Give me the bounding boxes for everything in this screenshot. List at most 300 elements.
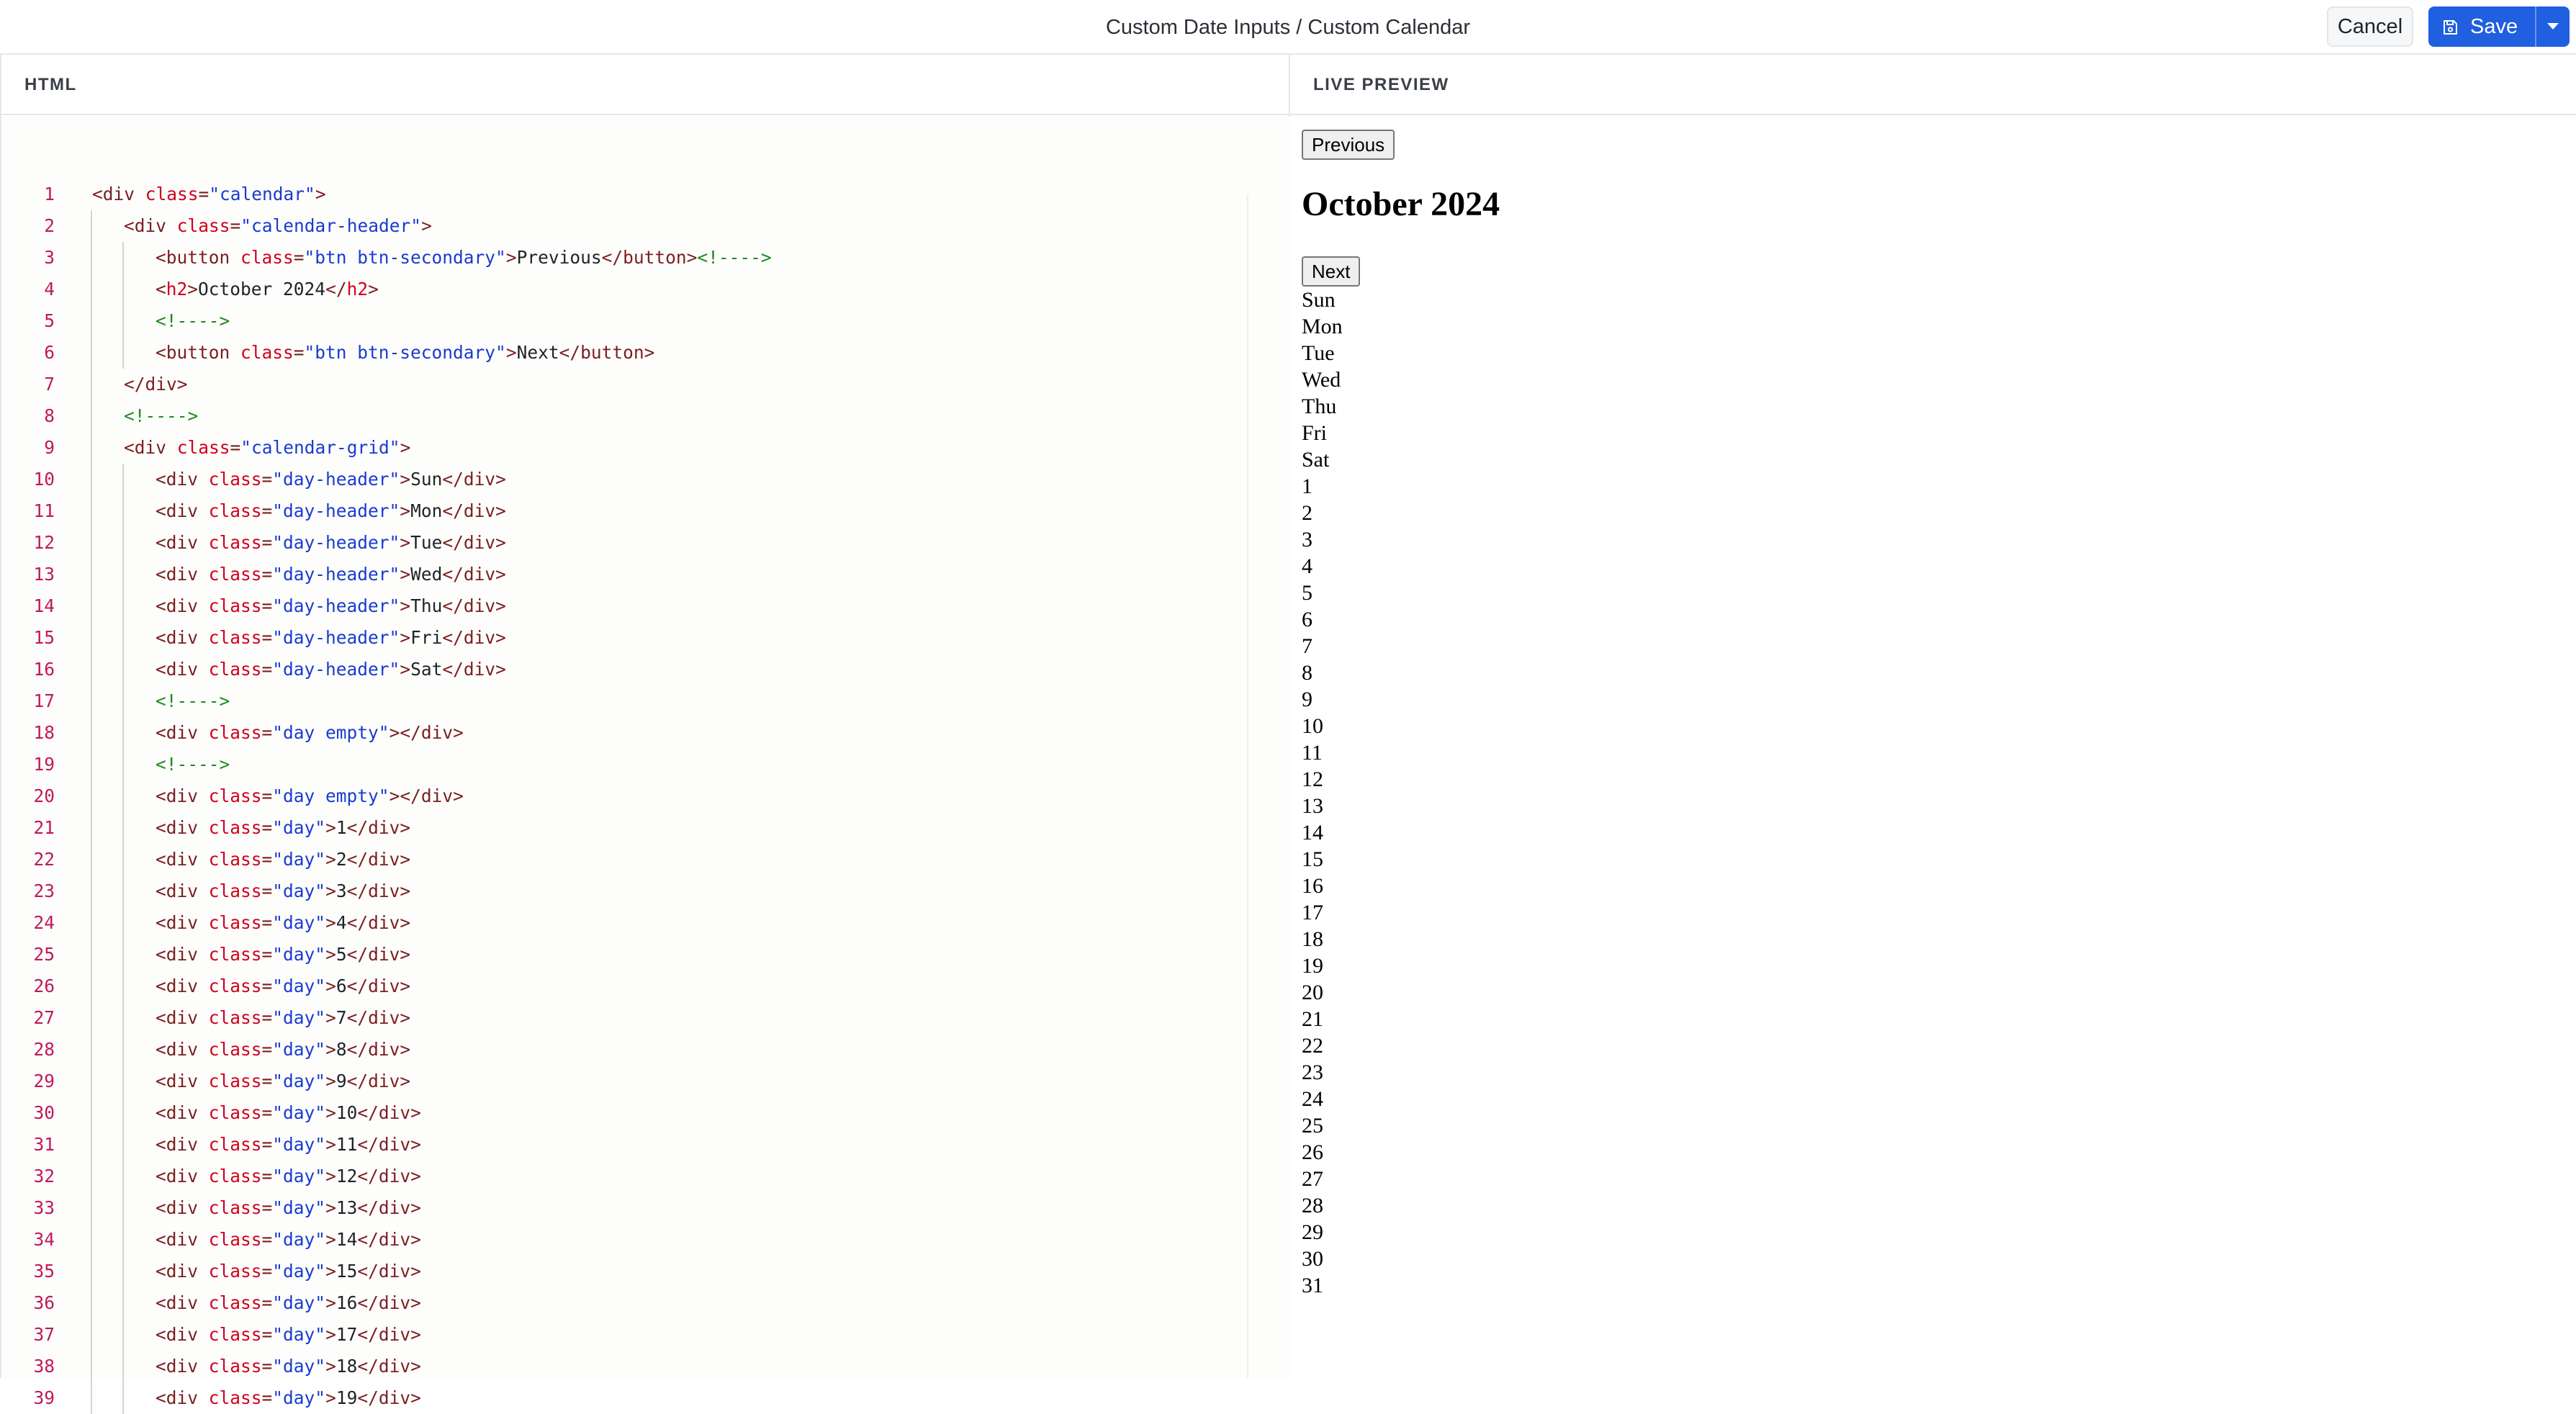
code-token: = bbox=[198, 184, 210, 204]
code-line[interactable] bbox=[1, 1097, 1240, 1129]
code-token: <div bbox=[156, 627, 209, 648]
code-token: "day-header" bbox=[272, 500, 400, 521]
day-cell[interactable]: 21 bbox=[1302, 1007, 1323, 1031]
code-text bbox=[156, 1002, 410, 1034]
day-cell[interactable]: 7 bbox=[1302, 634, 1312, 658]
line-number: 26 bbox=[33, 976, 55, 996]
line-number: 4 bbox=[44, 279, 55, 300]
code-token: <!----> bbox=[156, 754, 230, 775]
code-line[interactable] bbox=[1, 654, 1240, 685]
code-token: = bbox=[261, 1197, 273, 1218]
code-line[interactable] bbox=[1, 559, 1240, 590]
code-token: class bbox=[208, 785, 262, 806]
code-token: <div bbox=[92, 184, 145, 204]
code-token: class bbox=[208, 627, 262, 648]
code-token: class bbox=[208, 1007, 262, 1028]
code-token: "day-header" bbox=[272, 627, 400, 648]
code-token: > bbox=[400, 564, 411, 585]
code-token: "day empty" bbox=[272, 785, 389, 806]
day-header: Sat bbox=[1302, 448, 1330, 472]
code-token: "day-header" bbox=[272, 659, 400, 680]
line-number: 10 bbox=[33, 469, 55, 490]
code-token: <div bbox=[156, 500, 209, 521]
code-text bbox=[156, 654, 506, 685]
code-token: class bbox=[208, 1292, 262, 1313]
code-token: <div bbox=[156, 722, 209, 743]
day-cell[interactable]: 6 bbox=[1302, 608, 1312, 631]
code-token: </div> bbox=[442, 564, 506, 585]
code-token: > bbox=[325, 1292, 336, 1313]
line-number: 38 bbox=[33, 1356, 55, 1377]
code-token: October 2024 bbox=[198, 279, 326, 300]
code-token: <!----> bbox=[156, 690, 230, 711]
code-line[interactable] bbox=[1, 717, 1240, 749]
code-token: class bbox=[208, 1166, 262, 1186]
day-cell[interactable]: 11 bbox=[1302, 741, 1323, 765]
day-header: Thu bbox=[1302, 395, 1337, 418]
code-line[interactable] bbox=[1, 210, 1240, 242]
line-number: 22 bbox=[33, 849, 55, 870]
cancel-button[interactable]: Cancel bbox=[2327, 6, 2413, 47]
html-pane-header bbox=[1, 55, 1289, 115]
code-token: class bbox=[208, 912, 262, 933]
code-token: = bbox=[261, 595, 273, 616]
code-token: > bbox=[325, 881, 336, 901]
day-cell[interactable]: 23 bbox=[1302, 1060, 1323, 1084]
line-number: 23 bbox=[33, 881, 55, 901]
code-token: > bbox=[325, 1007, 336, 1028]
code-token: class bbox=[208, 1387, 262, 1408]
code-text bbox=[156, 1066, 410, 1097]
code-token: class bbox=[208, 532, 262, 553]
editor-scroll-track bbox=[1247, 194, 1248, 1378]
code-token: = bbox=[261, 1261, 273, 1282]
code-token: <div bbox=[156, 881, 209, 901]
code-token: </button> bbox=[601, 247, 698, 268]
code-text bbox=[156, 1034, 410, 1066]
code-token: "calendar" bbox=[209, 184, 315, 204]
code-token: 18 bbox=[335, 1356, 358, 1377]
code-token: </div> bbox=[442, 500, 506, 521]
code-text bbox=[156, 844, 410, 875]
code-text bbox=[124, 432, 410, 464]
code-line[interactable] bbox=[1, 1192, 1240, 1224]
code-text bbox=[156, 242, 772, 274]
code-token: "day-header" bbox=[272, 469, 400, 490]
code-token: <div bbox=[156, 1007, 209, 1028]
code-token: "calendar-header" bbox=[240, 215, 422, 236]
next-button[interactable]: Next bbox=[1302, 256, 1360, 287]
code-token: </div> bbox=[357, 1102, 421, 1123]
code-token: <div bbox=[156, 1197, 209, 1218]
code-line[interactable] bbox=[1, 432, 1240, 464]
code-token: <div bbox=[156, 976, 209, 996]
code-token: > bbox=[325, 944, 336, 965]
code-token: <div bbox=[156, 659, 209, 680]
code-token: </div> bbox=[442, 627, 506, 648]
code-line[interactable] bbox=[1, 780, 1240, 812]
day-cell[interactable]: 22 bbox=[1302, 1034, 1323, 1058]
code-token: = bbox=[261, 1071, 273, 1091]
code-token: 1 bbox=[335, 817, 347, 838]
code-token: <div bbox=[156, 595, 209, 616]
line-number: 12 bbox=[33, 532, 55, 553]
code-line[interactable] bbox=[1, 242, 1240, 274]
code-token: > bbox=[400, 469, 411, 490]
code-token: </div> bbox=[357, 1292, 421, 1313]
code-token: 13 bbox=[335, 1197, 358, 1218]
code-token: class bbox=[208, 722, 262, 743]
code-token: Sun bbox=[410, 469, 443, 490]
code-token: <div bbox=[156, 1071, 209, 1091]
code-line[interactable] bbox=[1, 1129, 1240, 1161]
code-token: "btn btn-secondary" bbox=[304, 247, 506, 268]
preview-pane-header bbox=[1290, 55, 2576, 115]
top-bar bbox=[0, 0, 2576, 55]
code-token: class bbox=[208, 1102, 262, 1123]
code-line[interactable] bbox=[1, 1066, 1240, 1097]
code-token: </div> bbox=[357, 1261, 421, 1282]
code-text bbox=[124, 400, 198, 432]
line-number: 1 bbox=[44, 184, 55, 204]
code-line[interactable] bbox=[1, 844, 1240, 875]
indent-guide bbox=[91, 210, 92, 1414]
code-line[interactable] bbox=[1, 907, 1240, 939]
code-token: > bbox=[187, 279, 199, 300]
code-token: <div bbox=[156, 1387, 209, 1408]
code-token: > bbox=[400, 500, 411, 521]
code-token: 14 bbox=[335, 1229, 358, 1250]
code-token: 15 bbox=[335, 1261, 358, 1282]
code-token: 4 bbox=[335, 912, 347, 933]
code-token: = bbox=[261, 1387, 273, 1408]
save-menu-toggle[interactable] bbox=[2536, 6, 2570, 47]
code-token: "day" bbox=[272, 1387, 326, 1408]
day-cell[interactable]: 5 bbox=[1302, 581, 1312, 605]
line-number: 13 bbox=[33, 564, 55, 585]
code-token: = bbox=[261, 944, 273, 965]
day-cell[interactable]: 8 bbox=[1302, 661, 1312, 685]
previous-button[interactable]: Previous bbox=[1302, 130, 1395, 160]
line-number: 24 bbox=[33, 912, 55, 933]
code-token: > bbox=[325, 1134, 336, 1155]
code-token: "day" bbox=[272, 912, 326, 933]
day-cell[interactable]: 13 bbox=[1302, 794, 1323, 818]
code-token: Tue bbox=[410, 532, 443, 553]
code-token: > bbox=[400, 437, 411, 458]
code-token: <div bbox=[156, 817, 209, 838]
code-text bbox=[156, 939, 410, 971]
code-line[interactable] bbox=[1, 305, 1240, 337]
code-token: class bbox=[208, 595, 262, 616]
code-token: </div> bbox=[346, 944, 411, 965]
code-token: < bbox=[156, 279, 166, 300]
code-line[interactable] bbox=[1, 1161, 1240, 1192]
code-token: class bbox=[208, 1229, 262, 1250]
day-cell[interactable]: 24 bbox=[1302, 1087, 1323, 1111]
indent-guide bbox=[122, 242, 124, 369]
day-cell[interactable]: 27 bbox=[1302, 1167, 1323, 1191]
code-token: </button> bbox=[559, 342, 655, 363]
code-text bbox=[156, 590, 506, 622]
code-token: class bbox=[145, 184, 199, 204]
code-line[interactable] bbox=[1, 622, 1240, 654]
code-token: </div> bbox=[346, 881, 411, 901]
code-token: "btn btn-secondary" bbox=[304, 342, 506, 363]
day-cell[interactable]: 4 bbox=[1302, 554, 1312, 578]
code-line[interactable] bbox=[1, 1034, 1240, 1066]
code-line[interactable] bbox=[1, 685, 1240, 717]
code-line[interactable] bbox=[1, 939, 1240, 971]
code-token: class bbox=[208, 1039, 262, 1060]
code-text bbox=[156, 1097, 421, 1129]
code-token: 5 bbox=[335, 944, 347, 965]
line-number: 8 bbox=[44, 405, 55, 426]
day-header: Tue bbox=[1302, 341, 1335, 365]
preview-pane bbox=[1290, 55, 2576, 1378]
line-number: 14 bbox=[33, 595, 55, 616]
code-token: class bbox=[208, 976, 262, 996]
code-token: class bbox=[208, 1356, 262, 1377]
day-cell[interactable]: 12 bbox=[1302, 767, 1323, 791]
code-token: <div bbox=[156, 944, 209, 965]
day-cell[interactable]: 29 bbox=[1302, 1220, 1323, 1244]
line-number: 39 bbox=[33, 1387, 55, 1408]
day-cell[interactable]: 1 bbox=[1302, 474, 1312, 498]
code-token: "day" bbox=[272, 1324, 326, 1345]
code-token: "day-header" bbox=[272, 564, 400, 585]
line-number: 3 bbox=[44, 247, 55, 268]
preview-pane-title: LIVE PREVIEW bbox=[1313, 75, 1449, 94]
code-token: "day" bbox=[272, 1134, 326, 1155]
day-cell[interactable]: 10 bbox=[1302, 714, 1323, 738]
code-token: class bbox=[208, 1134, 262, 1155]
code-token: </div> bbox=[346, 817, 411, 838]
code-token: "day" bbox=[272, 1039, 326, 1060]
code-token: <div bbox=[124, 437, 177, 458]
code-token: <div bbox=[156, 1356, 209, 1377]
code-token: <div bbox=[156, 785, 209, 806]
code-token: h2 bbox=[346, 279, 369, 300]
html-pane bbox=[0, 55, 1290, 1408]
code-token: "day" bbox=[272, 1071, 326, 1091]
code-token: = bbox=[261, 849, 273, 870]
code-token: Wed bbox=[410, 564, 443, 585]
code-token: <div bbox=[156, 1102, 209, 1123]
code-token: = bbox=[261, 659, 273, 680]
code-line[interactable] bbox=[1, 464, 1240, 495]
code-line[interactable] bbox=[1, 971, 1240, 1002]
code-token: </div> bbox=[357, 1134, 421, 1155]
code-token: = bbox=[261, 976, 273, 996]
code-line[interactable] bbox=[1, 1256, 1240, 1287]
code-token: <div bbox=[156, 564, 209, 585]
code-token: "calendar-grid" bbox=[240, 437, 400, 458]
code-token: </div> bbox=[346, 976, 411, 996]
code-token: <div bbox=[156, 1292, 209, 1313]
code-token: <!----> bbox=[156, 310, 230, 331]
code-token: = bbox=[261, 912, 273, 933]
code-line[interactable] bbox=[1, 1382, 1240, 1414]
code-token: </div> bbox=[346, 1071, 411, 1091]
code-token: "day-header" bbox=[272, 595, 400, 616]
code-text bbox=[156, 971, 410, 1002]
code-line[interactable] bbox=[1, 1351, 1240, 1382]
line-number: 21 bbox=[33, 817, 55, 838]
code-line[interactable] bbox=[1, 369, 1240, 400]
day-cell[interactable]: 26 bbox=[1302, 1140, 1323, 1164]
code-text bbox=[156, 622, 506, 654]
line-number: 17 bbox=[33, 690, 55, 711]
line-number: 19 bbox=[33, 754, 55, 775]
day-cell[interactable]: 31 bbox=[1302, 1274, 1323, 1297]
code-line[interactable] bbox=[1, 749, 1240, 780]
code-token: > bbox=[325, 1071, 336, 1091]
code-token: </div> bbox=[442, 469, 506, 490]
code-token: <button bbox=[156, 342, 241, 363]
day-header: Sun bbox=[1302, 288, 1336, 312]
day-cell[interactable]: 9 bbox=[1302, 688, 1312, 711]
code-token: "day" bbox=[272, 1356, 326, 1377]
code-token: <button bbox=[156, 247, 241, 268]
day-header: Fri bbox=[1302, 421, 1328, 445]
code-text bbox=[156, 559, 506, 590]
day-cell[interactable]: 14 bbox=[1302, 821, 1323, 845]
code-text bbox=[156, 1224, 421, 1256]
code-text bbox=[156, 780, 464, 812]
code-line[interactable] bbox=[1, 1319, 1240, 1351]
day-cell[interactable]: 2 bbox=[1302, 501, 1312, 525]
code-text bbox=[156, 1319, 421, 1351]
code-token: class bbox=[208, 500, 262, 521]
code-token: <div bbox=[156, 532, 209, 553]
code-line[interactable] bbox=[1, 274, 1240, 305]
code-token: "day" bbox=[272, 944, 326, 965]
code-text bbox=[156, 1256, 421, 1287]
indent-guide bbox=[122, 464, 124, 1414]
code-line[interactable] bbox=[1, 812, 1240, 844]
code-token: <div bbox=[156, 469, 209, 490]
code-token: = bbox=[293, 342, 305, 363]
code-token: Previous bbox=[516, 247, 602, 268]
code-line[interactable] bbox=[1, 1287, 1240, 1319]
line-number: 25 bbox=[33, 944, 55, 965]
code-token: </div> bbox=[357, 1197, 421, 1218]
code-editor[interactable] bbox=[1, 117, 1290, 1408]
line-number: 29 bbox=[33, 1071, 55, 1091]
code-token: 3 bbox=[335, 881, 347, 901]
code-line[interactable] bbox=[1, 1002, 1240, 1034]
code-line[interactable] bbox=[1, 590, 1240, 622]
line-number: 27 bbox=[33, 1007, 55, 1028]
html-pane-title: HTML bbox=[24, 75, 77, 94]
line-number: 7 bbox=[44, 374, 55, 395]
day-cell[interactable]: 30 bbox=[1302, 1247, 1323, 1271]
line-number: 33 bbox=[33, 1197, 55, 1218]
code-token: </div> bbox=[357, 1229, 421, 1250]
code-token: Sat bbox=[410, 659, 443, 680]
code-token: = bbox=[261, 564, 273, 585]
day-cell[interactable]: 18 bbox=[1302, 927, 1323, 951]
line-number: 37 bbox=[33, 1324, 55, 1345]
code-token: = bbox=[230, 437, 241, 458]
preview-body bbox=[1290, 117, 2576, 1378]
code-token: "day" bbox=[272, 1007, 326, 1028]
code-line[interactable] bbox=[1, 1224, 1240, 1256]
code-text bbox=[156, 1129, 421, 1161]
code-line[interactable] bbox=[1, 875, 1240, 907]
day-header: Mon bbox=[1302, 315, 1343, 338]
code-token: <div bbox=[124, 215, 177, 236]
code-text bbox=[92, 179, 326, 210]
code-token: > bbox=[325, 1229, 336, 1250]
day-cell[interactable]: 15 bbox=[1302, 847, 1323, 871]
day-cell[interactable]: 16 bbox=[1302, 874, 1323, 898]
code-token: Fri bbox=[410, 627, 443, 648]
code-token: </div> bbox=[442, 532, 506, 553]
day-cell[interactable]: 19 bbox=[1302, 954, 1323, 978]
code-token: <div bbox=[156, 1039, 209, 1060]
code-token: > bbox=[400, 627, 411, 648]
code-token: class bbox=[240, 342, 294, 363]
code-token: > bbox=[421, 215, 432, 236]
code-line[interactable] bbox=[1, 337, 1240, 369]
code-token: <!----> bbox=[697, 247, 772, 268]
code-token: class bbox=[208, 1197, 262, 1218]
day-cell[interactable]: 17 bbox=[1302, 901, 1323, 924]
code-text bbox=[156, 812, 410, 844]
code-token: > bbox=[325, 1387, 336, 1408]
code-token: = bbox=[261, 1324, 273, 1345]
code-token: class bbox=[208, 1324, 262, 1345]
code-token: = bbox=[261, 1166, 273, 1186]
code-line[interactable] bbox=[1, 527, 1240, 559]
code-text bbox=[156, 907, 410, 939]
code-text bbox=[156, 685, 230, 717]
code-line[interactable] bbox=[1, 495, 1240, 527]
code-token: "day" bbox=[272, 1261, 326, 1282]
line-number: 28 bbox=[33, 1039, 55, 1060]
code-text bbox=[156, 527, 506, 559]
code-line[interactable] bbox=[1, 179, 1240, 210]
code-token: 19 bbox=[335, 1387, 358, 1408]
code-text bbox=[124, 369, 188, 400]
code-token: </div> bbox=[442, 659, 506, 680]
code-token: 6 bbox=[335, 976, 347, 996]
code-token: > bbox=[325, 849, 336, 870]
code-token: = bbox=[261, 1134, 273, 1155]
code-token: </div> bbox=[124, 374, 188, 395]
save-button[interactable] bbox=[2428, 6, 2535, 47]
line-number: 34 bbox=[33, 1229, 55, 1250]
day-cell[interactable]: 28 bbox=[1302, 1194, 1323, 1217]
code-token: 11 bbox=[335, 1134, 358, 1155]
day-cell[interactable]: 20 bbox=[1302, 981, 1323, 1004]
code-token: = bbox=[261, 1007, 273, 1028]
code-token: 8 bbox=[335, 1039, 347, 1060]
day-cell[interactable]: 3 bbox=[1302, 528, 1312, 551]
code-token: > bbox=[400, 532, 411, 553]
day-cell[interactable]: 25 bbox=[1302, 1114, 1323, 1138]
code-token: = bbox=[261, 627, 273, 648]
code-token: <div bbox=[156, 1324, 209, 1345]
code-line[interactable] bbox=[1, 400, 1240, 432]
month-title: October 2024 bbox=[1302, 185, 1500, 223]
line-number: 32 bbox=[33, 1166, 55, 1186]
code-text bbox=[156, 1382, 421, 1414]
save-button-group[interactable] bbox=[2428, 6, 2570, 47]
code-token: = bbox=[293, 247, 305, 268]
